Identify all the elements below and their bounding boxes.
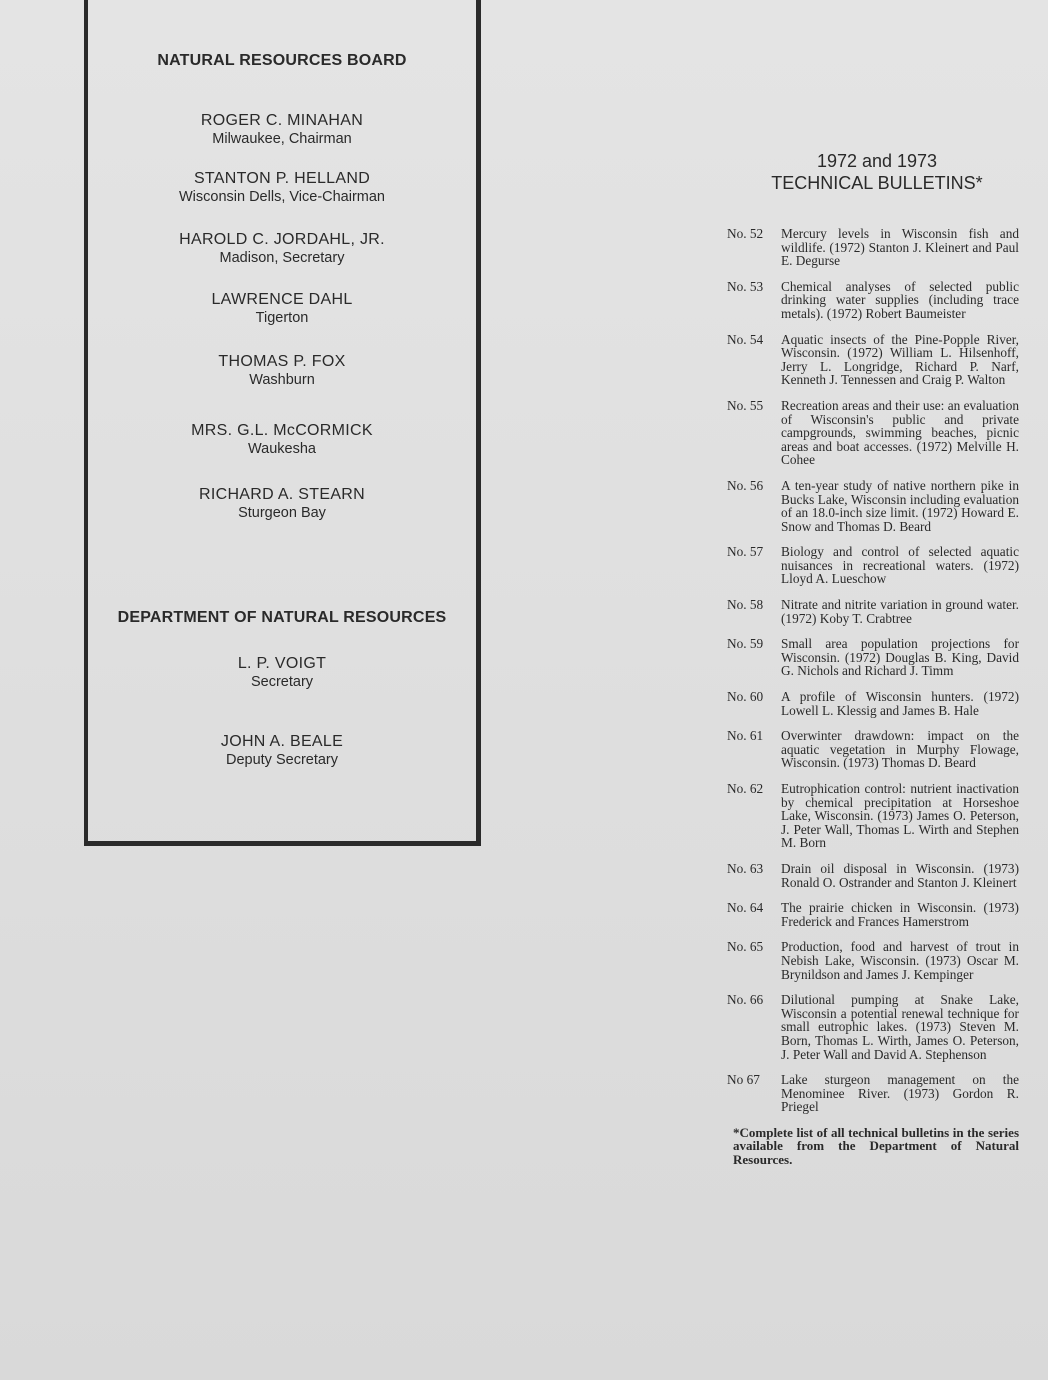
bulletin-item (727, 598, 1019, 625)
bulletin-number: No. 53 (727, 278, 764, 294)
bulletin-number: No. 66 (727, 992, 764, 1008)
bulletin-description: A ten-year study of native northern pike in Bucks Lake, Wisconsin including evaluation of an 18.0-inch size limit. (1972) Howard E. Snow and Thomas D. Beard (781, 477, 1019, 534)
member-name: MRS. G.L. McCORMICK (191, 422, 373, 439)
bulletin-item (727, 333, 1019, 387)
member-place: Waukesha (248, 441, 316, 457)
bulletins-footnote: *Complete list of all technical bulletins in the series available from the Department of Natural Resources. (733, 1124, 1019, 1168)
bulletin-description: Mercury levels in Wisconsin fish and wildlife. (1972) Stanton J. Kleinert and Paul E. Degurse (781, 226, 1019, 269)
member-place: Sturgeon Bay (238, 505, 326, 521)
member-name: LAWRENCE DAHL (211, 291, 353, 308)
bulletin-item (727, 479, 1019, 533)
bulletin-number: No. 62 (727, 781, 764, 796)
bulletin-description: Biology and control of selected aquatic nuisances in recreational waters. (1972) Lloyd A. Lueschow (781, 544, 1019, 587)
board-member (88, 111, 476, 148)
bulletin-description: Lake sturgeon management on the Menominee River. (1973) Gordon R. Priegel (781, 1072, 1019, 1115)
board-member (88, 485, 476, 522)
bulletin-number: No. 52 (727, 226, 764, 241)
bulletin-description: Nitrate and nitrite variation in ground water. (1972) Koby T. Crabtree (781, 597, 1019, 626)
bulletin-description: Eutrophication control: nutrient inactivation by chemical precipitation at Horseshoe Lake, Wisconsin. (1973) James O. Peterson, J. Peter Wall, Thomas L. Wirth and Stephen M. Born (781, 781, 1019, 851)
bulletin-number: No. 63 (727, 860, 764, 876)
official-name: JOHN A. BEALE (220, 733, 344, 750)
bulletin-number: No. 55 (727, 397, 764, 413)
bulletin-item (727, 399, 1019, 467)
member-place: Madison, Secretary (219, 250, 345, 266)
bulletin-number: No. 56 (727, 477, 764, 493)
bulletin-number: No. 64 (727, 900, 764, 916)
member-name: RICHARD A. STEARN (198, 486, 365, 503)
bulletin-item (727, 940, 1019, 981)
bulletin-number: No. 61 (727, 728, 764, 744)
board-heading: NATURAL RESOURCES BOARD (157, 52, 407, 69)
bulletins-title-main: TECHNICAL BULLETINS* (771, 173, 983, 193)
member-name: HAROLD C. JORDAHL, JR. (179, 231, 385, 248)
bulletins-title (727, 150, 1027, 194)
member-place: Milwaukee, Chairman (212, 131, 352, 147)
bulletin-item (727, 690, 1019, 717)
bulletin-item (727, 901, 1019, 928)
board-member (88, 290, 476, 327)
bulletin-number: No 67 (727, 1072, 760, 1088)
bulletin-description: The prairie chicken in Wisconsin. (1973) Frederick and Frances Hamerstrom (781, 900, 1019, 929)
bulletin-item (727, 280, 1019, 321)
department-official (88, 732, 476, 769)
member-name: THOMAS P. FOX (218, 353, 346, 370)
bulletin-item (727, 862, 1019, 889)
member-name: STANTON P. HELLAND (193, 170, 371, 187)
bulletin-item (727, 637, 1019, 678)
bulletin-description: Production, food and harvest of trout in Nebish Lake, Wisconsin. (1973) Oscar M. Brynildson and James J. Kempinger (781, 939, 1019, 982)
bulletin-number: No. 60 (727, 689, 764, 705)
bulletin-description: A profile of Wisconsin hunters. (1972) Lowell L. Klessig and James B. Hale (781, 689, 1019, 718)
bulletin-description: Overwinter drawdown: impact on the aquatic vegetation in Murphy Flowage, Wisconsin. (1973) Thomas D. Beard (781, 728, 1019, 771)
bulletins-title-years: 1972 and 1973 (816, 151, 938, 171)
technical-bulletins (727, 150, 1019, 1167)
member-place: Washburn (249, 372, 315, 388)
bulletin-number: No. 59 (727, 636, 764, 652)
member-place: Tigerton (255, 310, 309, 326)
bulletin-item (727, 782, 1019, 850)
bulletin-number: No. 57 (727, 544, 764, 560)
member-place: Wisconsin Dells, Vice-Chairman (178, 189, 386, 205)
bulletin-item (727, 545, 1019, 586)
department-official (88, 654, 476, 691)
bulletin-item (727, 1073, 1019, 1114)
official-title: Deputy Secretary (225, 752, 339, 768)
board-member (88, 169, 476, 206)
department-heading: DEPARTMENT OF NATURAL RESOURCES (117, 609, 447, 626)
bulletin-description: Chemical analyses of selected public drinking water supplies (including trace metals). (1972) Robert Baumeister (781, 278, 1019, 321)
bulletin-number: No. 65 (727, 939, 764, 955)
member-name: ROGER C. MINAHAN (200, 112, 364, 129)
bulletin-description: Small area population projections for Wisconsin. (1972) Douglas B. King, David G. Nichols and Richard J. Timm (781, 636, 1019, 679)
board-panel (84, 0, 481, 846)
bulletin-description: Dilutional pumping at Snake Lake, Wisconsin a potential renewal technique for small eutrophic lakes. (1973) Steven M. Born, Thomas L. Wirth, James O. Peterson, J. Peter Wall and David A. Stephenson (781, 992, 1019, 1062)
board-member (88, 352, 476, 389)
bulletin-number: No. 54 (727, 331, 764, 347)
bulletin-description: Drain oil disposal in Wisconsin. (1973) Ronald O. Ostrander and Stanton J. Kleinert (781, 860, 1019, 890)
bulletin-item (727, 227, 1019, 268)
board-member (88, 421, 476, 458)
official-title: Secretary (250, 674, 314, 690)
bulletin-item (727, 729, 1019, 770)
board-member (88, 230, 476, 267)
official-name: L. P. VOIGT (237, 655, 327, 672)
bulletin-list (727, 227, 1019, 1114)
bulletin-description: Recreation areas and their use: an evaluation of Wisconsin's public and private campgrounds, swimming beaches, picnic areas and boat accesses. (1972) Melville H. Cohee (781, 397, 1019, 468)
bulletin-item (727, 993, 1019, 1061)
bulletin-number: No. 58 (727, 597, 764, 613)
bulletin-description: Aquatic insects of the Pine-Popple River, Wisconsin. (1972) William L. Hilsenhoff, Jerry L. Longridge, Richard P. Narf, Kenneth J. Tennessen and Craig P. Walton (781, 331, 1019, 388)
